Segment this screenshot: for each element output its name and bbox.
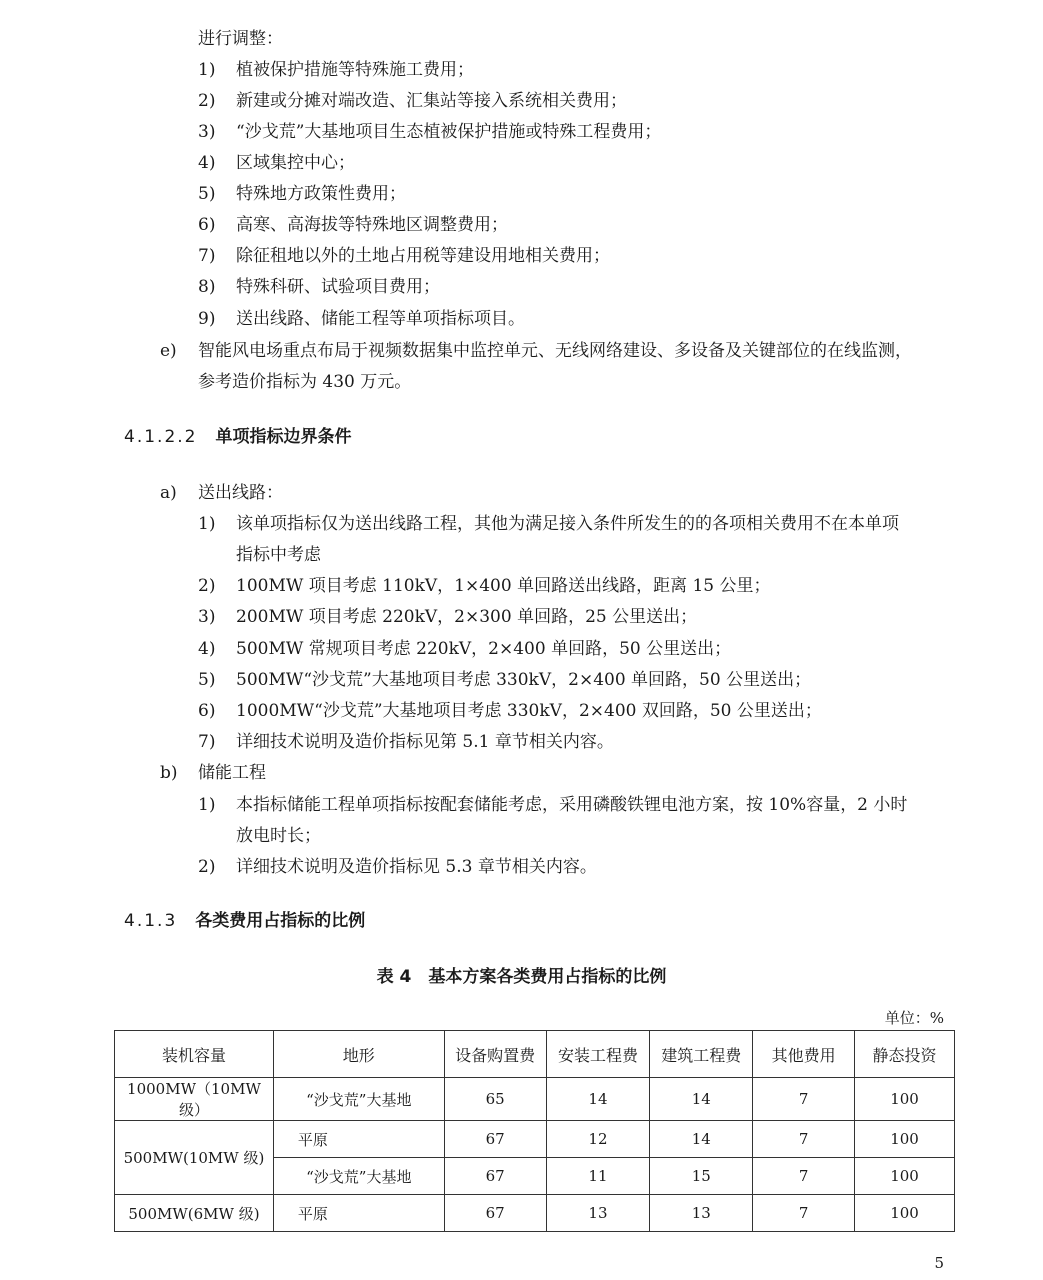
item-b-title: 储能工程	[198, 763, 266, 783]
section-number: 4.1.3	[124, 911, 178, 931]
list-item-number: 8)	[198, 277, 216, 297]
list-item-number: 9)	[198, 309, 216, 329]
list-item: 详细技术说明及造价指标见第 5.1 章节相关内容。	[236, 732, 614, 752]
column-header: 设备购置费	[444, 1031, 546, 1078]
value-cell: 11	[546, 1158, 650, 1195]
item-a-label: a)	[160, 483, 177, 503]
section-title: 单项指标边界条件	[215, 427, 352, 447]
terrain-cell: 平原	[273, 1121, 444, 1158]
value-cell: 7	[753, 1195, 855, 1232]
item-b-label: b)	[160, 763, 178, 783]
list-item: 本指标储能工程单项指标按配套储能考虑，采用磷酸铁锂电池方案，按 10%容量，2 小时	[236, 795, 908, 815]
paragraph-continuation: 进行调整：	[198, 29, 283, 49]
value-cell: 14	[650, 1121, 753, 1158]
column-header: 建筑工程费	[650, 1031, 753, 1078]
list-item: 特殊科研、试验项目费用；	[236, 277, 440, 297]
list-item: 除征租地以外的土地占用税等建设用地相关费用；	[236, 246, 610, 266]
list-item-number: 3)	[198, 607, 216, 627]
list-item-number: 4)	[198, 153, 216, 173]
column-header: 安装工程费	[546, 1031, 650, 1078]
list-item-number: 6)	[198, 701, 216, 721]
value-cell: 14	[546, 1078, 650, 1121]
capacity-cell: 500MW(10MW 级)	[115, 1121, 274, 1195]
list-item-number: 7)	[198, 732, 216, 752]
value-cell: 12	[546, 1121, 650, 1158]
list-item-number: 7)	[198, 246, 216, 266]
value-cell: 65	[444, 1078, 546, 1121]
list-item-number: 4)	[198, 639, 216, 659]
section-heading-4122	[124, 426, 351, 448]
value-cell: 7	[753, 1158, 855, 1195]
value-cell: 67	[444, 1158, 546, 1195]
list-item: “沙戈荒”大基地项目生态植被保护措施或特殊工程费用；	[236, 122, 662, 142]
value-cell: 13	[546, 1195, 650, 1232]
list-item: 区域集控中心；	[236, 153, 355, 173]
value-cell: 100	[855, 1158, 955, 1195]
list-item: 500MW“沙戈荒”大基地项目考虑 330kV，2×400 单回路，50 公里送出；	[236, 670, 812, 690]
capacity-cell: 1000MW（10MW 级）	[115, 1078, 274, 1121]
column-header: 静态投资	[855, 1031, 955, 1078]
item-e-label: e)	[160, 341, 177, 361]
table-unit: 单位：%	[884, 1009, 944, 1027]
item-a-title: 送出线路：	[198, 483, 283, 503]
item-e-text-line2: 参考造价指标为 430 万元。	[198, 372, 412, 392]
list-item-number: 6)	[198, 215, 216, 235]
capacity-cell: 500MW(6MW 级)	[115, 1195, 274, 1232]
list-item-number: 2)	[198, 576, 216, 596]
list-item: 500MW 常规项目考虑 220kV，2×400 单回路，50 公里送出；	[236, 639, 732, 659]
list-item-number: 1)	[198, 795, 216, 815]
list-item-continuation: 放电时长；	[236, 826, 321, 846]
list-item-number: 2)	[198, 91, 216, 111]
list-item: 高寒、高海拔等特殊地区调整费用；	[236, 215, 508, 235]
list-item: 新建或分摊对端改造、汇集站等接入系统相关费用；	[236, 91, 627, 111]
list-item: 该单项指标仅为送出线路工程，其他为满足接入条件所发生的的各项相关费用不在本单项	[236, 514, 899, 534]
value-cell: 100	[855, 1121, 955, 1158]
list-item: 送出线路、储能工程等单项指标项目。	[236, 309, 525, 329]
section-number: 4.1.2.2	[124, 427, 198, 447]
table-header-row	[115, 1031, 955, 1078]
list-item: 植被保护措施等特殊施工费用；	[236, 60, 474, 80]
column-header: 装机容量	[115, 1031, 274, 1078]
table-row	[115, 1121, 955, 1158]
list-item: 特殊地方政策性费用；	[236, 184, 406, 204]
table-row	[115, 1078, 955, 1121]
list-item-number: 5)	[198, 184, 216, 204]
value-cell: 67	[444, 1195, 546, 1232]
value-cell: 100	[855, 1078, 955, 1121]
section-heading-413	[124, 910, 365, 932]
column-header: 其他费用	[753, 1031, 855, 1078]
value-cell: 7	[753, 1121, 855, 1158]
terrain-cell: 平原	[273, 1195, 444, 1232]
table-caption: 表 4 基本方案各类费用占指标的比例	[376, 967, 667, 987]
cost-ratio-table	[114, 1030, 955, 1232]
value-cell: 7	[753, 1078, 855, 1121]
terrain-cell: “沙戈荒”大基地	[273, 1078, 444, 1121]
value-cell: 14	[650, 1078, 753, 1121]
value-cell: 100	[855, 1195, 955, 1232]
list-item-number: 1)	[198, 60, 216, 80]
list-item-number: 5)	[198, 670, 216, 690]
table-row	[115, 1195, 955, 1232]
value-cell: 15	[650, 1158, 753, 1195]
list-item: 100MW 项目考虑 110kV，1×400 单回路送出线路，距离 15 公里；	[236, 576, 771, 596]
column-header: 地形	[273, 1031, 444, 1078]
list-item-number: 1)	[198, 514, 216, 534]
list-item: 200MW 项目考虑 220kV，2×300 单回路，25 公里送出；	[236, 607, 698, 627]
page-number: 5	[934, 1254, 944, 1272]
item-e-text-line1: 智能风电场重点布局于视频数据集中监控单元、无线网络建设、多设备及关键部位的在线监测，	[198, 341, 912, 361]
list-item-continuation: 指标中考虑	[236, 545, 321, 565]
terrain-cell: “沙戈荒”大基地	[273, 1158, 444, 1195]
section-title: 各类费用占指标的比例	[195, 911, 366, 931]
value-cell: 13	[650, 1195, 753, 1232]
list-item: 1000MW“沙戈荒”大基地项目考虑 330kV，2×400 双回路，50 公里送出；	[236, 701, 822, 721]
value-cell: 67	[444, 1121, 546, 1158]
list-item-number: 3)	[198, 122, 216, 142]
list-item: 详细技术说明及造价指标见 5.3 章节相关内容。	[236, 857, 597, 877]
list-item-number: 2)	[198, 857, 216, 877]
